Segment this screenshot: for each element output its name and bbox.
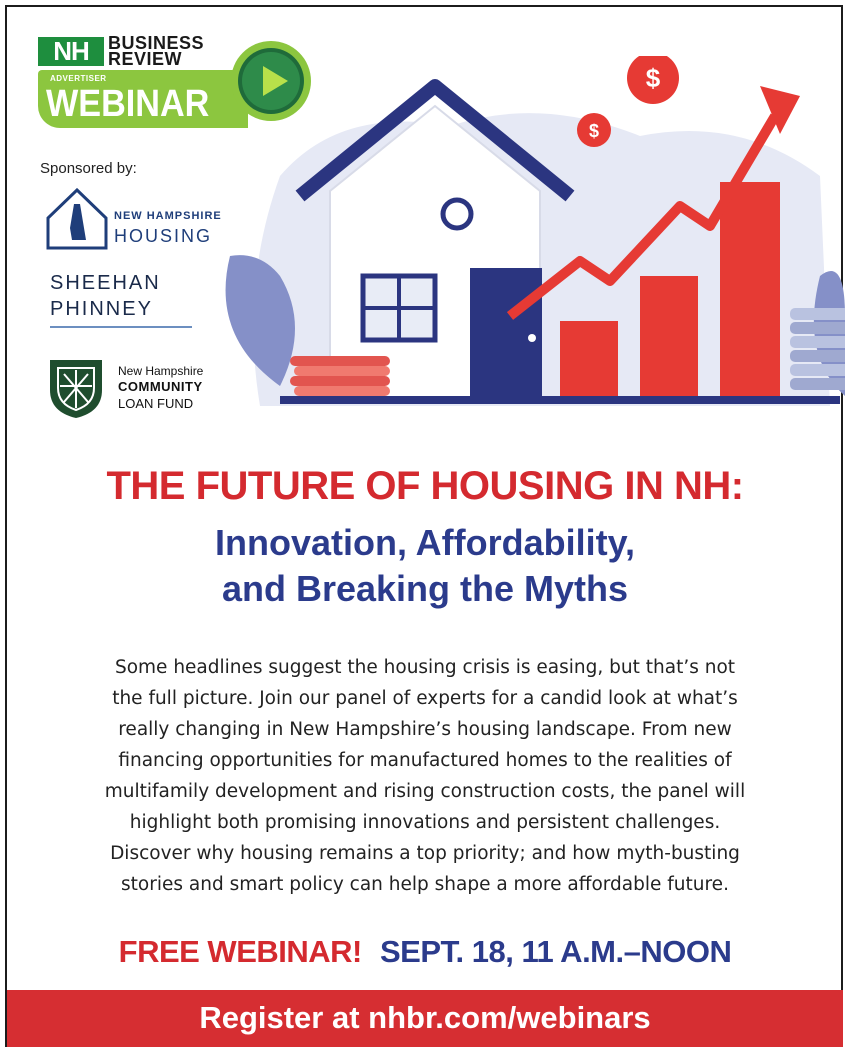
webinar-date-text: SEPT. 18, 11 A.M.–NOON xyxy=(379,934,732,969)
sponsor-community-loan-fund xyxy=(46,358,246,420)
dollar-sign-large: $ xyxy=(645,63,661,93)
description-line: stories and smart policy can help shape a more affordable future. xyxy=(121,874,729,895)
business-review-wordmark xyxy=(108,35,204,67)
description-line: Some headlines suggest the housing crisis is easing, but that’s not xyxy=(114,657,736,678)
nh-housing-icon xyxy=(46,188,108,250)
nh-housing-line2: HOUSING xyxy=(114,226,213,246)
advertiser-text: ADVERTISER xyxy=(50,74,107,83)
sponsor-sheehan-phinney xyxy=(46,272,196,332)
headline-subtitle xyxy=(0,520,850,612)
description-line: financing opportunities for manufactured homes to the realities of xyxy=(118,750,732,771)
register-banner[interactable] xyxy=(7,990,843,1047)
bar-2 xyxy=(640,276,698,401)
subtitle-line-1: Innovation, Affordability, xyxy=(215,522,635,563)
sponsored-by-label: Sponsored by: xyxy=(40,160,137,177)
description-line: really changing in New Hampshire’s housing landscape. From new xyxy=(118,719,732,740)
sponsor-nh-housing xyxy=(46,186,226,252)
headline-title: THE FUTURE OF HOUSING IN NH: xyxy=(106,464,744,508)
loan-fund-shield-icon xyxy=(46,358,106,420)
description xyxy=(70,652,780,900)
bar-1 xyxy=(560,321,618,401)
free-webinar-text: FREE WEBINAR! xyxy=(118,934,362,969)
ground-line xyxy=(280,396,840,404)
phinney-text: PHINNEY xyxy=(50,298,153,320)
sheehan-text: SHEEHAN xyxy=(50,272,161,294)
house-round-window xyxy=(443,200,471,228)
review-text: REVIEW xyxy=(108,49,183,69)
description-line: highlight both promising innovations and persistent challenges. xyxy=(129,812,721,833)
coin-stack-left xyxy=(290,356,390,396)
description-line: the full picture. Join our panel of experts for a candid look at what’s xyxy=(112,688,738,709)
dollar-sign-small: $ xyxy=(588,121,600,141)
business-text: BUSINESS xyxy=(108,33,205,53)
housing-growth-illustration xyxy=(220,56,845,416)
sheehan-underline xyxy=(50,326,192,328)
loan-fund-line1: New Hampshire xyxy=(118,364,204,378)
loan-fund-line2: COMMUNITY xyxy=(118,379,203,394)
subtitle-line-2: and Breaking the Myths xyxy=(221,568,629,609)
register-link[interactable]: Register at nhbr.com/webinars xyxy=(199,1000,651,1035)
description-line: Discover why housing remains a top priority; and how myth-busting xyxy=(110,843,740,864)
webinar-date-line xyxy=(0,934,850,970)
webinar-text: WEBINAR xyxy=(46,83,210,125)
bar-3 xyxy=(720,182,780,401)
nh-logo-mark: NH xyxy=(38,37,104,66)
loan-fund-line3: LOAN FUND xyxy=(118,396,194,411)
description-line: multifamily development and rising construction costs, the panel will xyxy=(104,781,746,802)
nh-housing-line1: NEW HAMPSHIRE xyxy=(114,210,222,222)
